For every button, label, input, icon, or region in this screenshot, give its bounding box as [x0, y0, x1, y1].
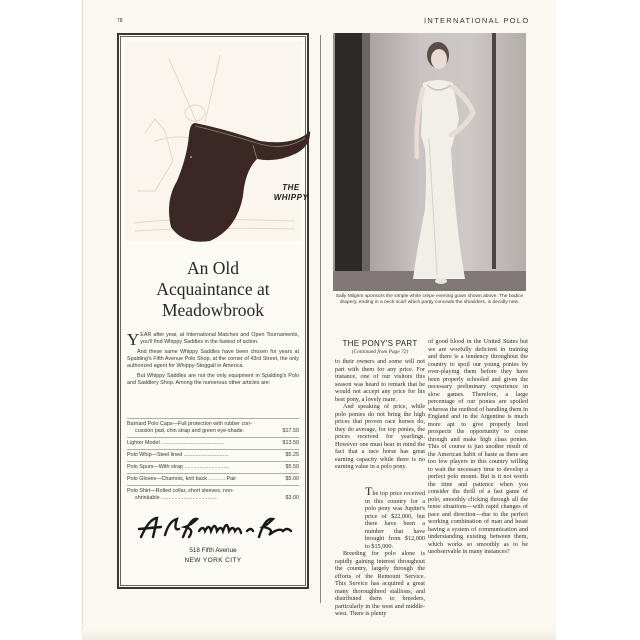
column-divider	[320, 35, 321, 603]
price-item: Lighter Model .......................................... $13.50	[127, 437, 299, 449]
running-head: INTERNATIONAL POLO	[424, 16, 530, 25]
woman-in-gown-figure	[393, 39, 493, 289]
price-value: $13.50	[282, 440, 299, 446]
page-number: 78	[117, 18, 123, 24]
ad-headline: An Old Acquaintance at Meadowbrook	[156, 258, 270, 320]
price-item: Polo Spurs—With strap .............................. $5.50	[127, 461, 299, 473]
article-paragraph: Breeding for polo alone is rapidly gaining interest throughout the country, largely through the efforts of the Remount Service. This Service has acquired a great many thoroughbred stallions, and distributed them to breeders, particularly in the west and middle-west. There is plenty	[335, 550, 425, 617]
drop-cap: T	[365, 484, 373, 498]
price-list	[127, 418, 299, 504]
photo-caption: Sally Milgrim sponsors the simple white crepe evening gown shown above. The bodice drapery, ending in a neck scarf which partly conceals the shoulders, is decidly new.	[335, 294, 524, 306]
price-item: Polo Whip—Steel lined .............................. $5.25	[127, 449, 299, 461]
ad-paragraph-3: But Whippy Saddles are not the only equipment in Spalding's Polo and Saddlery Shop. Among the numerous other articles are:	[127, 373, 299, 386]
price-value: $3.00	[285, 495, 299, 501]
article-paragraph: And speaking of price, while polo ponies do not bring the high prices that proven race horses do, they do average, for top ponies, the prices received for yearlings. However one must bear in mind the fact that a race horse has great earning capacity while there is no earning value in a polo pony.	[335, 403, 425, 470]
price-value: $5.50	[285, 464, 299, 470]
ad-paragraph-2: And these same Whippy Saddles have been chosen for years at Spalding's Fifth Avenue Polo Shop, at the corner of 43rd Street, the only authorized agent for Whippy-Steggall in America.	[127, 349, 299, 369]
product-name-label: THE WHIPPY	[273, 183, 309, 202]
spalding-advertisement	[117, 33, 309, 589]
price-value: $5.25	[285, 452, 299, 458]
article-column-1-bottom	[335, 484, 425, 618]
article-continuation-note: (Continued from Page 72)	[351, 349, 409, 355]
article-paragraph: The top price received in this country for a polo pony was Jupiter's price of $22,000, but there have been a number that have brought from $12,000 to $15,000.	[365, 484, 425, 550]
address-city: NEW YORK CITY	[184, 557, 242, 564]
spalding-signature-logo	[135, 515, 295, 541]
saddle-icon	[165, 111, 315, 246]
ad-body-copy	[127, 332, 299, 390]
article-column-1-top	[335, 358, 425, 471]
page-bottom-edge	[82, 630, 556, 640]
address-street: 518 Fifth Avenue	[189, 547, 237, 554]
article-title: THE PONY'S PART	[342, 339, 418, 348]
article-paragraph: to their owners and some will not part with them for any price. For instance, one of our visitors this season was heard to remark that he would not accept any price for his best pony, a lovely mare.	[335, 358, 425, 403]
ad-paragraph-1: YEAR after year, at International Matches and Open Tournaments, you'll find Whippy Saddles in the fastest of action.	[127, 330, 299, 349]
article-column-2	[428, 338, 528, 556]
drop-cap: Y	[127, 330, 140, 349]
fashion-photograph	[333, 33, 526, 291]
price-value: $17.50	[282, 428, 299, 434]
ad-illustration	[125, 41, 309, 241]
price-item: Polo Shirt—Rolled collar, short sleeves, non- shrinkable ...................................... $3.00	[127, 485, 299, 504]
price-item: Polo Gloves—Chamois, knit back ........... Pair $5.00	[127, 473, 299, 485]
article-paragraph: of good blood in the United States but we are woefully deficient in training and there is a tendency throughout the country to spoil our young ponies by over-playing them before they have been properly schooled and given the necessary preliminary experience in slow games. Therefore, a large percentage of our ponies are spoiled whereas the method of handling them in England and in the Argentine is much more apt to give properly bred prospects the opportunity to come through and make high class ponies. This of course is just another result of the American habit of haste as there are too few players in this country willing to wait the necessary time to develop a perfect polo mount. But is it not worth the time and patience when you consider the thrill of a fast game of polo, smoothly clicking through all the tense situations—with rapid changes of pace and direction—due to the perfect working combination of man and beast having a system of communication and understanding existing between them, which works so smoothly as to be unobservable in many instances?	[428, 338, 528, 555]
price-value: $5.00	[285, 476, 299, 482]
price-item: Barnard Polo Caps—Full protection with rubber con- cussion pad, chin strap and green eye-shade. $17.50	[127, 418, 299, 437]
